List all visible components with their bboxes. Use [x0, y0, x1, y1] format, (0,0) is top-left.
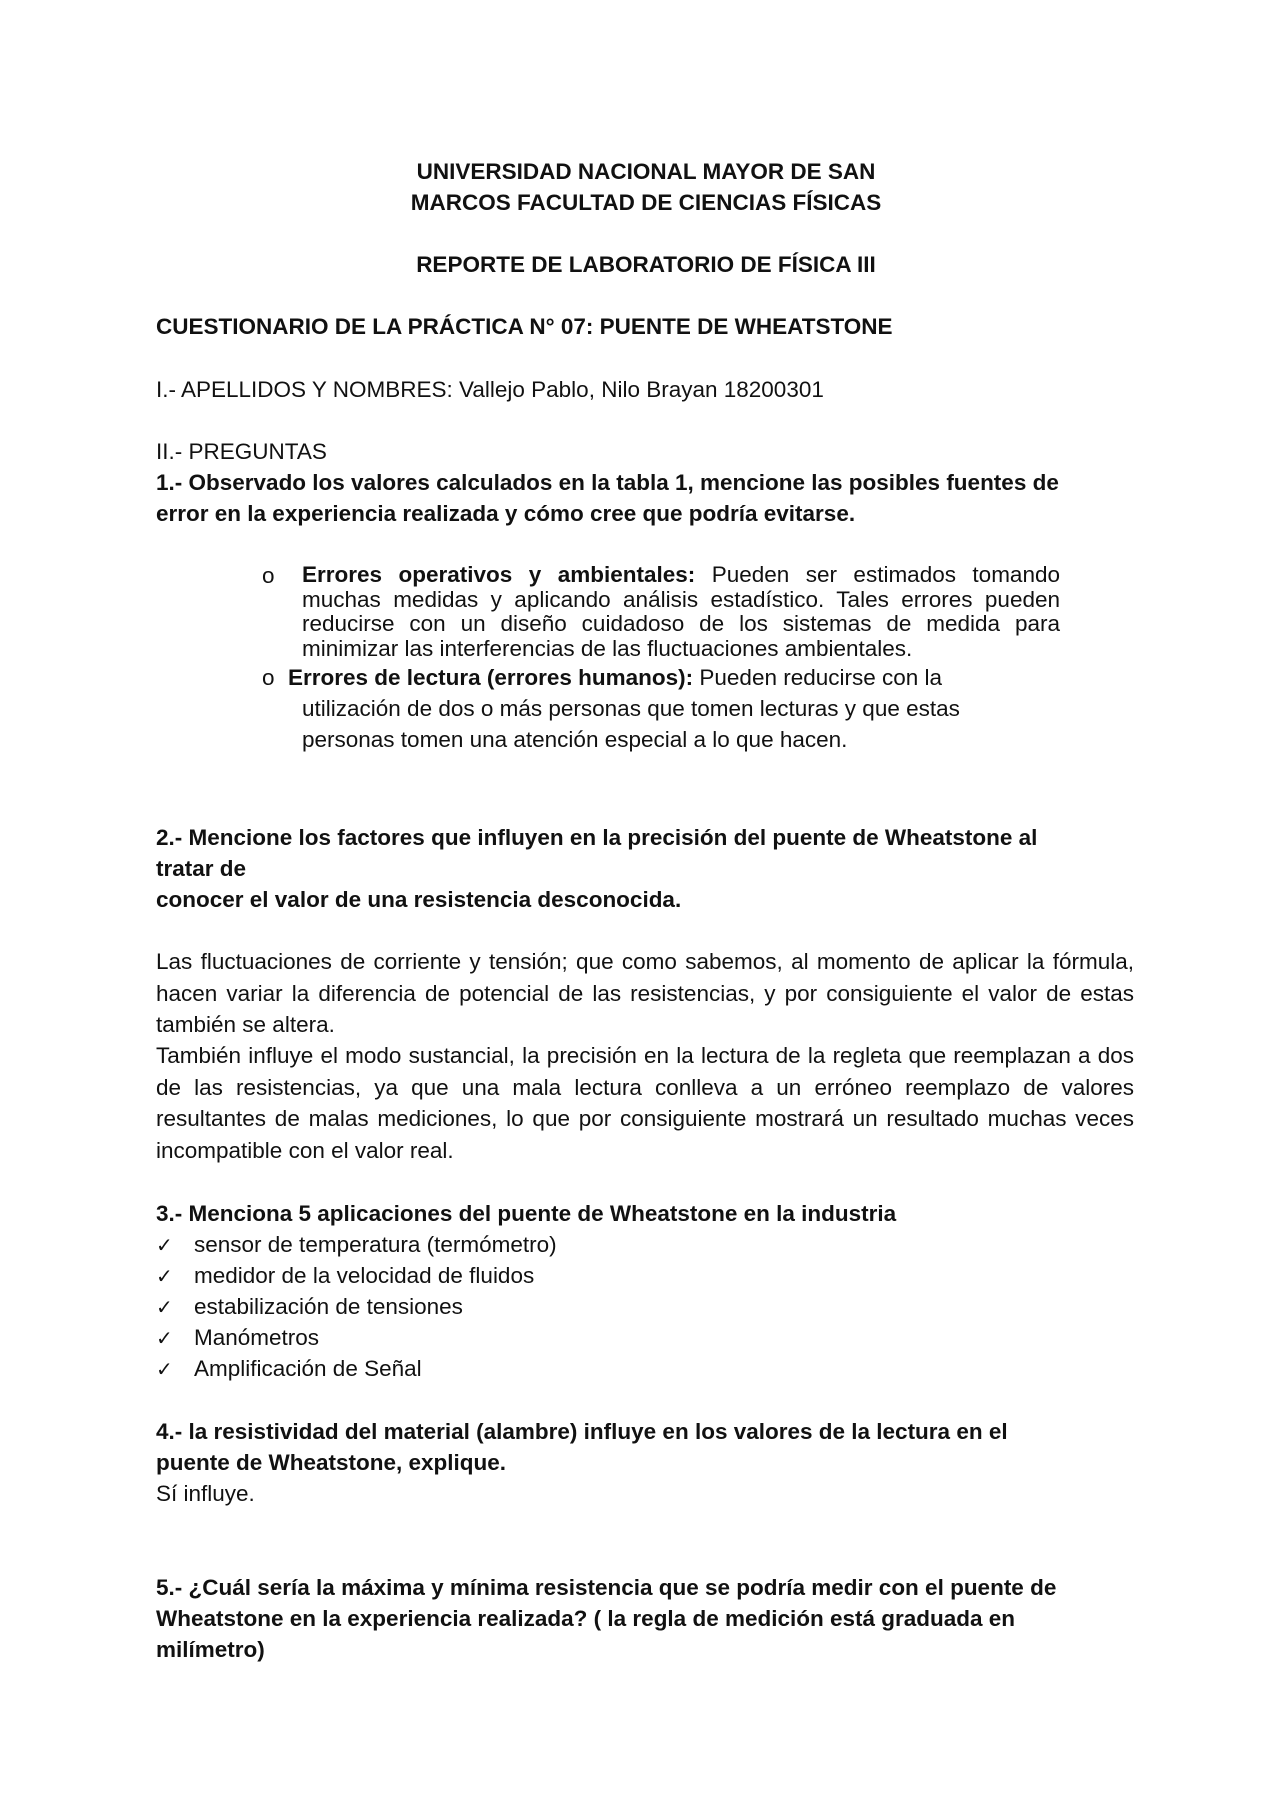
application-item-4 — [156, 1322, 319, 1354]
question-2-line3: conocer el valor de una resistencia desconocida. — [156, 887, 682, 912]
answer-4: Sí influye. — [156, 1481, 255, 1506]
question-4-line2: puente de Wheatstone, explique. — [156, 1450, 507, 1475]
question-2-line2: tratar de — [156, 856, 247, 881]
question-5-line3: milímetro) — [156, 1637, 265, 1662]
answer-1-bullet-1 — [302, 563, 1060, 661]
check-icon: ✓ — [156, 1295, 173, 1319]
bullet-marker: o — [262, 665, 275, 690]
section-questions: II.- PREGUNTAS — [156, 439, 327, 464]
student-name: I.- APELLIDOS Y NOMBRES: Vallejo Pablo, Nilo Brayan 18200301 — [156, 377, 824, 402]
answer-1-bullet-2-line2: utilización de dos o más personas que tomen lecturas y que estas — [302, 696, 960, 721]
question-2-line1: 2.- Mencione los factores que influyen en la precisión del puente de Wheatstone al — [156, 825, 1038, 850]
answer-1-bullet-2-line3: personas tomen una atención especial a lo que hacen. — [302, 727, 848, 752]
bullet-2-text-part1: Pueden reducirse con la — [693, 665, 943, 690]
application-item-3 — [156, 1291, 463, 1323]
check-icon: ✓ — [156, 1357, 173, 1381]
question-5-line2: Wheatstone en la experiencia realizada? ( la regla de medición está graduada en — [156, 1606, 1016, 1631]
application-text: sensor de temperatura (termómetro) — [194, 1232, 557, 1257]
application-text: Amplificación de Señal — [194, 1356, 422, 1381]
question-3-title: 3.- Menciona 5 aplicaciones del puente de Wheatstone en la industria — [156, 1201, 897, 1226]
bullet-1-title: Errores operativos y ambientales: — [302, 562, 696, 587]
answer-1-bullet-2-line1 — [288, 662, 1048, 693]
application-text: medidor de la velocidad de fluidos — [194, 1263, 535, 1288]
application-text: estabilización de tensiones — [194, 1294, 463, 1319]
bullet-1-text: Pueden ser estimados tomando muchas medidas y aplicando análisis estadístico. Tales errores pueden reducirse con un diseño cuidadoso de los sistemas de medida para minimizar las interferencias de las fluctuaciones ambientales. — [302, 562, 1060, 661]
check-icon: ✓ — [156, 1326, 173, 1350]
university-name-line1: UNIVERSIDAD NACIONAL MAYOR DE SAN — [416, 159, 876, 184]
question-1-line2: error en la experiencia realizada y cómo cree que podría evitarse. — [156, 501, 856, 526]
application-item-2 — [156, 1260, 534, 1292]
question-4-line1: 4.- la resistividad del material (alambre) influye en los valores de la lectura en el — [156, 1419, 1008, 1444]
check-icon: ✓ — [156, 1264, 173, 1288]
bullet-marker: o — [262, 563, 275, 588]
answer-2-paragraph-1: Las fluctuaciones de corriente y tensión; que como sabemos, al momento de aplicar la fórmula, hacen variar la diferencia de potencial de las resistencias, y por consiguiente el valor de estas también se altera. — [156, 949, 1134, 1037]
question-5-line1: 5.- ¿Cuál sería la máxima y mínima resistencia que se podría medir con el puente de — [156, 1575, 1057, 1600]
check-icon: ✓ — [156, 1233, 173, 1257]
university-name-line2: MARCOS FACULTAD DE CIENCIAS FÍSICAS — [410, 190, 882, 215]
application-item-5 — [156, 1353, 422, 1385]
question-1-line1: 1.- Observado los valores calculados en la tabla 1, mencione las posibles fuentes de — [156, 470, 1059, 495]
answer-2-paragraph-2: También influye el modo sustancial, la precisión en la lectura de la regleta que reemplazan a dos de las resistencias, ya que una mala lectura conlleva a un erróneo reemplazo de valores resultantes de malas mediciones, lo que por consiguiente mostrará un resultado muchas veces incompatible con el valor real. — [156, 1043, 1134, 1163]
bullet-2-title: Errores de lectura (errores humanos): — [288, 665, 694, 690]
report-title: REPORTE DE LABORATORIO DE FÍSICA III — [416, 252, 876, 277]
application-text: Manómetros — [194, 1325, 320, 1350]
application-item-1 — [156, 1229, 557, 1261]
questionnaire-title: CUESTIONARIO DE LA PRÁCTICA N° 07: PUENTE DE WHEATSTONE — [156, 314, 893, 339]
